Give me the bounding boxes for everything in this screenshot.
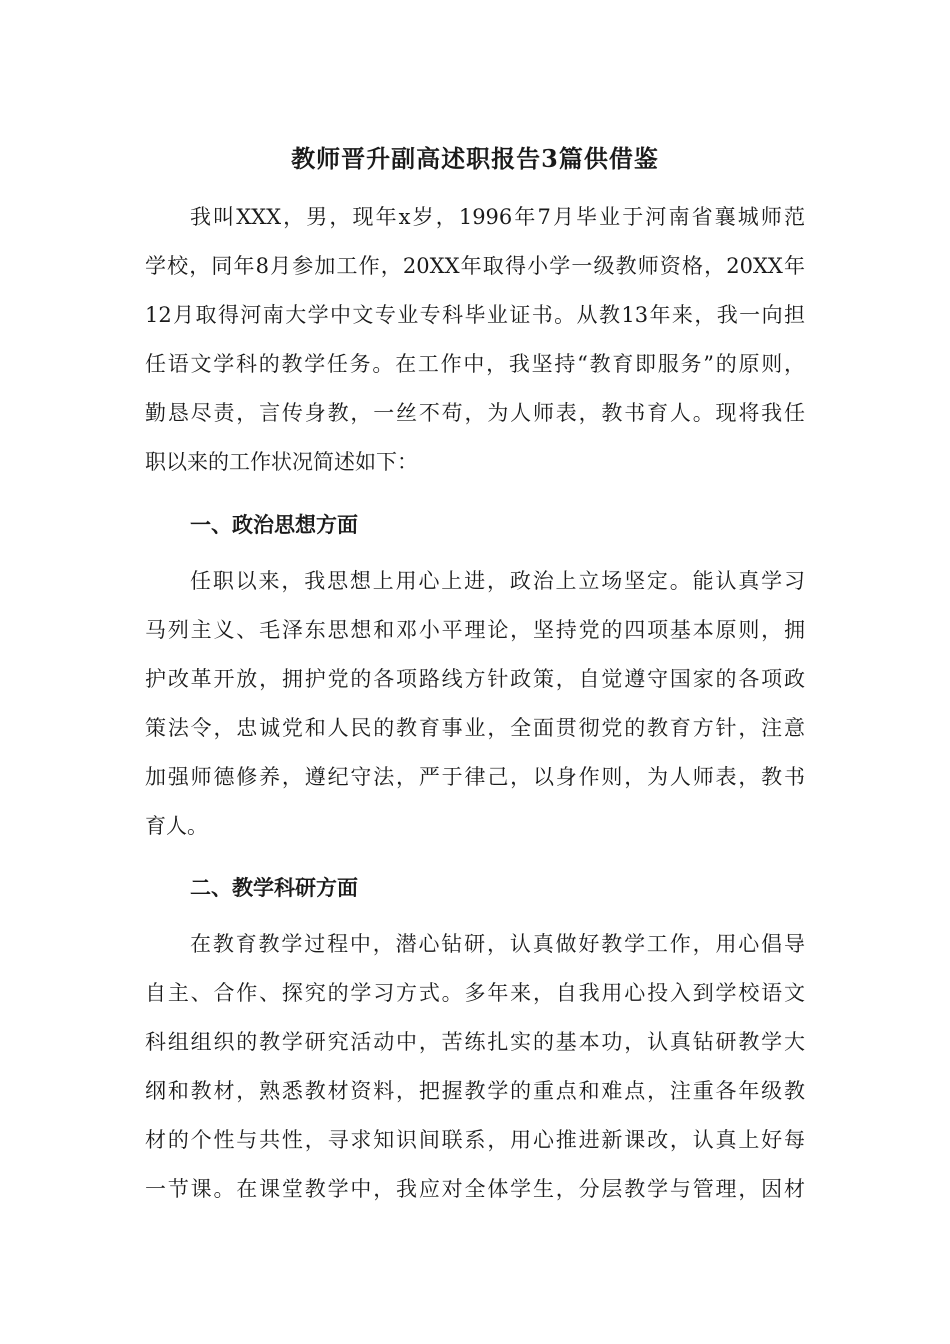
paragraph-line: 我叫XXX，男，现年x岁，1996年7月毕业于河南省襄城师范 bbox=[190, 205, 805, 229]
paragraph-line: 12月取得河南大学中文专业专科毕业证书。从教13年来，我一向担 bbox=[145, 303, 805, 327]
paragraph-line: 任职以来，我思想上用心上进，政治上立场坚定。能认真学习 bbox=[190, 569, 805, 593]
paragraph-line: 护改革开放，拥护党的各项路线方针政策，自觉遵守国家的各项政 bbox=[145, 667, 805, 691]
paragraph-line: 加强师德修养，遵纪守法，严于律己，以身作则，为人师表，教书 bbox=[145, 765, 805, 789]
section-heading-political: 一、政治思想方面 bbox=[190, 512, 358, 537]
paragraph-line: 学校，同年8月参加工作，20XX年取得小学一级教师资格，20XX年 bbox=[145, 254, 805, 278]
paragraph-line: 策法令，忠诚党和人民的教育事业，全面贯彻党的教育方针，注意 bbox=[145, 716, 805, 740]
paragraph-line: 一节课。在课堂教学中，我应对全体学生，分层教学与管理，因材 bbox=[145, 1177, 805, 1201]
paragraph-line: 任语文学科的教学任务。在工作中，我坚持“教育即服务”的原则， bbox=[145, 352, 805, 376]
section-heading-teaching: 二、教学科研方面 bbox=[190, 875, 358, 900]
paragraph-line: 在教育教学过程中，潜心钻研，认真做好教学工作，用心倡导 bbox=[190, 932, 805, 956]
paragraph-line: 育人。 bbox=[145, 814, 208, 838]
paragraph-line: 勤恳尽责，言传身教，一丝不苟，为人师表，教书育人。现将我任 bbox=[145, 401, 805, 425]
intro-paragraph bbox=[145, 193, 805, 487]
document-title: 教师晋升副高述职报告3篇供借鉴 bbox=[291, 144, 659, 173]
paragraph-line: 材的个性与共性，寻求知识间联系，用心推进新课改，认真上好每 bbox=[145, 1128, 805, 1152]
paragraph-line: 马列主义、毛泽东思想和邓小平理论，坚持党的四项基本原则，拥 bbox=[145, 618, 805, 642]
political-paragraph bbox=[145, 557, 805, 851]
teaching-paragraph bbox=[145, 920, 805, 1214]
paragraph-line: 纲和教材，熟悉教材资料，把握教学的重点和难点，注重各年级教 bbox=[145, 1079, 805, 1103]
paragraph-line: 科组组织的教学研究活动中，苦练扎实的基本功，认真钻研教学大 bbox=[145, 1030, 805, 1054]
paragraph-line: 职以来的工作状况简述如下： bbox=[145, 450, 418, 474]
paragraph-line: 自主、合作、探究的学习方式。多年来，自我用心投入到学校语文 bbox=[145, 981, 805, 1005]
